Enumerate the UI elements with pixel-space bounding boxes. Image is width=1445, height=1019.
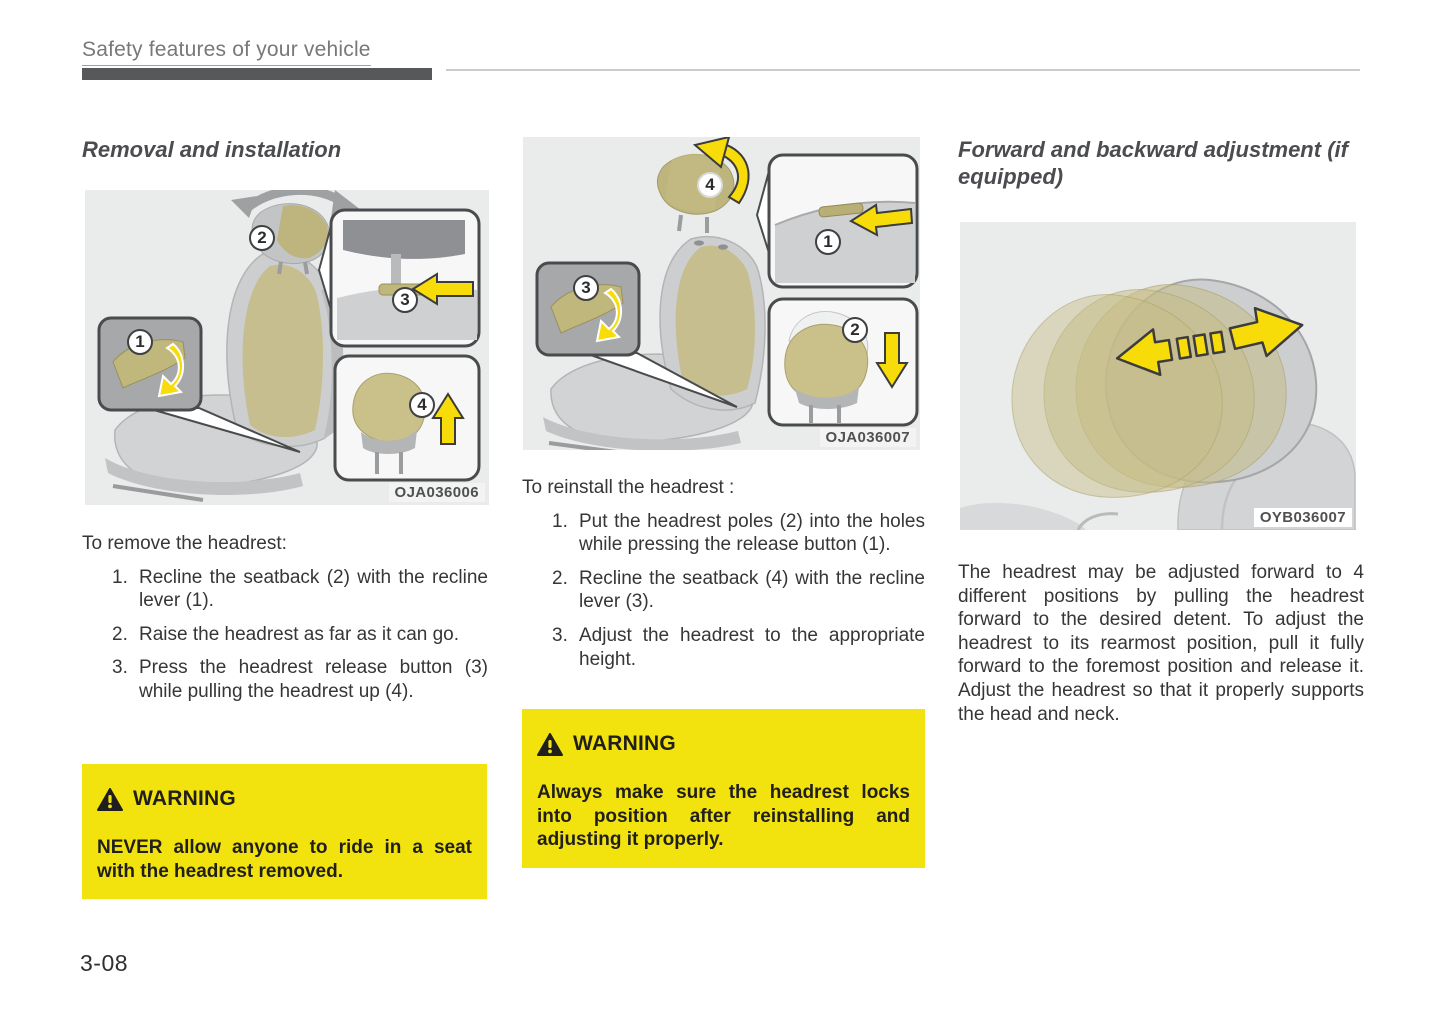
figure-caption: OJA036007 [820,428,917,447]
headrest-positions [1012,280,1316,498]
inset-release-button [769,155,917,287]
step-number: 1. [552,510,568,532]
callout-4: 4 [409,392,435,418]
page-number: 3-08 [80,950,129,976]
step-item [82,656,488,703]
callout-4: 4 [697,172,723,198]
step-text: Adjust the headrest to the appropriate height. [579,624,925,670]
warning-triangle-icon [537,733,563,756]
warning-triangle-icon [97,788,123,811]
figure-caption: OYB036007 [1254,508,1352,527]
step-text: Recline the seatback (2) with the recline lever (1). [139,566,488,612]
callout-1: 1 [815,229,841,255]
step-item [522,624,925,671]
step-number: 3. [552,624,568,646]
step-text: Raise the headrest as far as it can go. [139,623,460,645]
warning-header [537,732,910,756]
figure-headrest-reinstall [523,137,920,450]
figure-forward-backward-adjustment [960,222,1356,530]
callout-2: 2 [249,225,275,251]
instructions-intro: To reinstall the headrest : [522,477,735,498]
warning-title: WARNING [133,787,236,810]
callout-3: 3 [392,287,418,313]
reinstall-instructions [522,476,925,671]
figure-caption: OJA036006 [389,483,486,502]
step-item [522,567,925,614]
instructions-intro: To remove the headrest: [82,533,287,554]
header-bar [82,68,432,80]
inset-release-button [331,210,479,346]
warning-text: Always make sure the headrest locks into position after reinstalling and adjusting it properly. [537,782,910,850]
warning-text: NEVER allow anyone to ride in a seat with the headrest removed. [97,837,472,882]
section-title-removal: Removal and installation [82,137,342,162]
figure-headrest-removal [85,190,489,505]
step-text: Recline the seatback (4) with the recline lever (3). [579,567,925,613]
step-item [82,623,488,647]
step-number: 1. [112,566,128,588]
callout-1: 1 [127,329,153,355]
step-number: 2. [112,623,128,645]
step-number: 2. [552,567,568,589]
inset-recline-lever [99,318,201,410]
step-text: Put the headrest poles (2) into the holes while pressing the release button (1). [579,510,925,556]
forward-backward-paragraph: The headrest may be adjusted forward to 4 different positions by pulling the headrest forward to the desired detent. To adjust the headrest to its rearmost position, pull it fully forward to the foremost position and release it. Adjust the headrest so that it properly supports the head and neck. [958,562,1364,725]
page-header-title: Safety features of your vehicle [82,38,371,66]
warning-title: WARNING [573,732,676,755]
inset-headrest-down [769,299,917,425]
header-rule [446,69,1360,71]
removal-instructions [82,532,488,704]
callout-2: 2 [842,317,868,343]
step-number: 3. [112,657,128,679]
warning-header [97,787,472,811]
warning-box-reinstall [522,709,925,868]
warning-box-removal [82,764,487,899]
step-item [82,566,488,613]
step-text: Press the headrest release button (3) while pulling the headrest up (4). [139,657,488,702]
headrest-adjustment-illustration [960,222,1356,530]
step-item [522,510,925,557]
inset-headrest-up [335,356,479,480]
callout-3: 3 [573,275,599,301]
section-title-forward-backward: Forward and backward adjustment (if equipped) [958,137,1348,189]
